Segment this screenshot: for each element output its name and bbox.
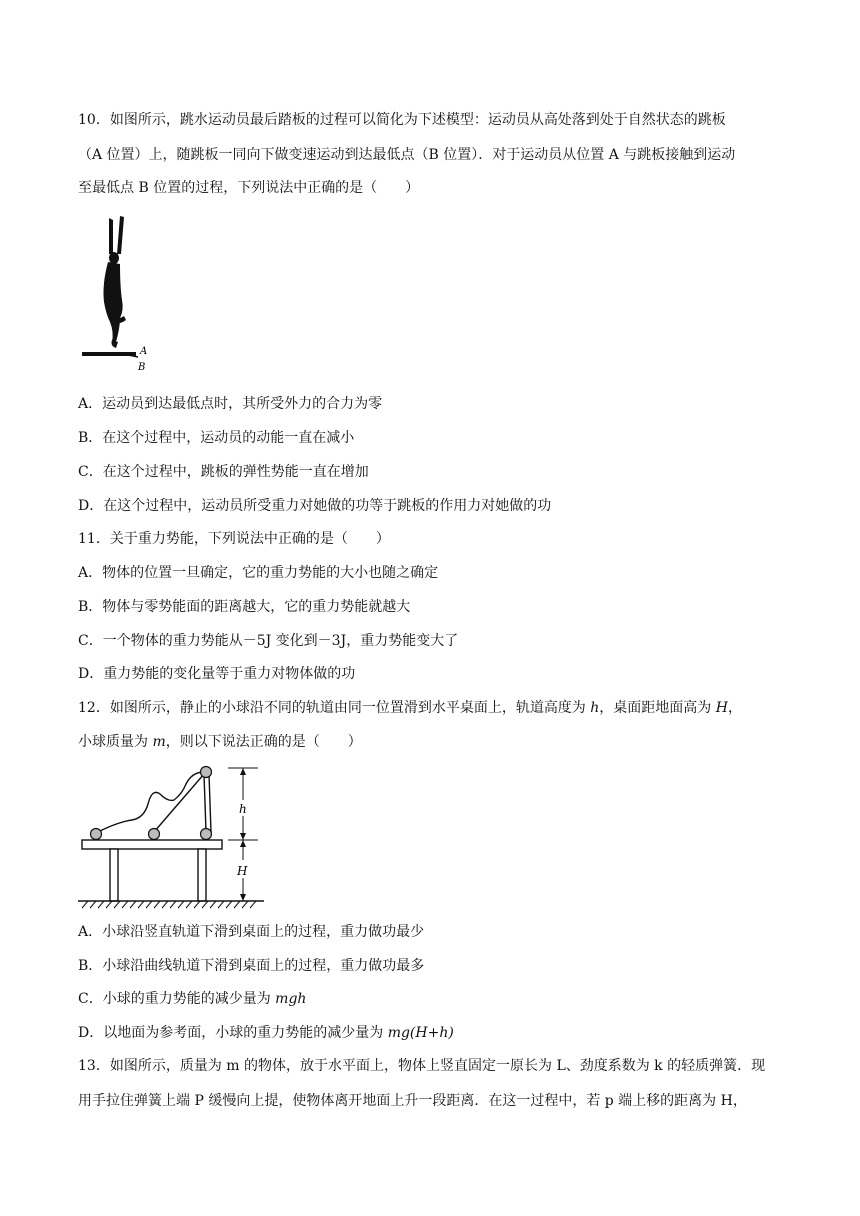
diver-figure [80, 214, 160, 376]
q12-option-d: D．以地面为参考面，小球的重力势能的减少量为 mg(H+h) [78, 1025, 454, 1041]
q12-stem-line-1: 12．如图所示，静止的小球沿不同的轨道由同一位置滑到水平桌面上，轨道高度为 h，桌面距地面高为 H， [78, 700, 742, 716]
label-H: H [237, 864, 248, 878]
q10-option-a: A．运动员到达最低点时，其所受外力的合力为零 [78, 396, 383, 412]
label-a: A [140, 346, 148, 357]
q12-option-b: B．小球沿曲线轨道下滑到桌面上的过程，重力做功最多 [78, 958, 425, 974]
q10-option-d: D．在这个过程中，运动员所受重力对她做的功等于跳板的作用力对她做的功 [78, 498, 552, 514]
label-h: h [239, 802, 247, 816]
q10-stem-line-2: （A 位置）上，随跳板一同向下做变速运动到达最低点（B 位置）．对于运动员从位置 A 与跳板接触到运动 [78, 147, 736, 163]
q11-option-a: A．物体的位置一旦确定，它的重力势能的大小也随之确定 [78, 565, 439, 581]
q12-option-a: A．小球沿竖直轨道下滑到桌面上的过程，重力做功最少 [78, 924, 425, 940]
q11-option-c: C．一个物体的重力势能从－5J 变化到－3J，重力势能变大了 [78, 633, 459, 649]
q12-stem-line-2: 小球质量为 m，则以下说法正确的是（ ） [78, 734, 362, 750]
q11-option-d: D．重力势能的变化量等于重力对物体做的功 [78, 666, 356, 682]
q11-stem: 11．关于重力势能，下列说法中正确的是（ ） [78, 531, 390, 547]
q11-option-b: B．物体与零势能面的距离越大，它的重力势能就越大 [78, 599, 411, 615]
q10-stem-line-3: 至最低点 B 位置的过程，下列说法中正确的是（ ） [78, 180, 420, 196]
track-figure [78, 764, 268, 912]
q13-stem-line-1: 13．如图所示，质量为 m 的物体，放于水平面上，物体上竖直固定一原长为 L、劲度系数为 k 的轻质弹簧．现 [78, 1058, 766, 1074]
q10-stem-line-1: 10．如图所示，跳水运动员最后踏板的过程可以简化为下述模型：运动员从高处落到处于自然状态的跳板 [78, 112, 726, 128]
q10-option-b: B．在这个过程中，运动员的动能一直在减小 [78, 430, 355, 446]
q12-option-c: C．小球的重力势能的减少量为 mgh [78, 991, 307, 1007]
label-b: B [138, 362, 146, 373]
q13-stem-line-2: 用手拉住弹簧上端 P 缓慢向上提，使物体离开地面上升一段距离．在这一过程中，若 p 端上移的距离为 H， [78, 1093, 747, 1109]
q10-option-c: C．在这个过程中，跳板的弹性势能一直在增加 [78, 464, 369, 480]
